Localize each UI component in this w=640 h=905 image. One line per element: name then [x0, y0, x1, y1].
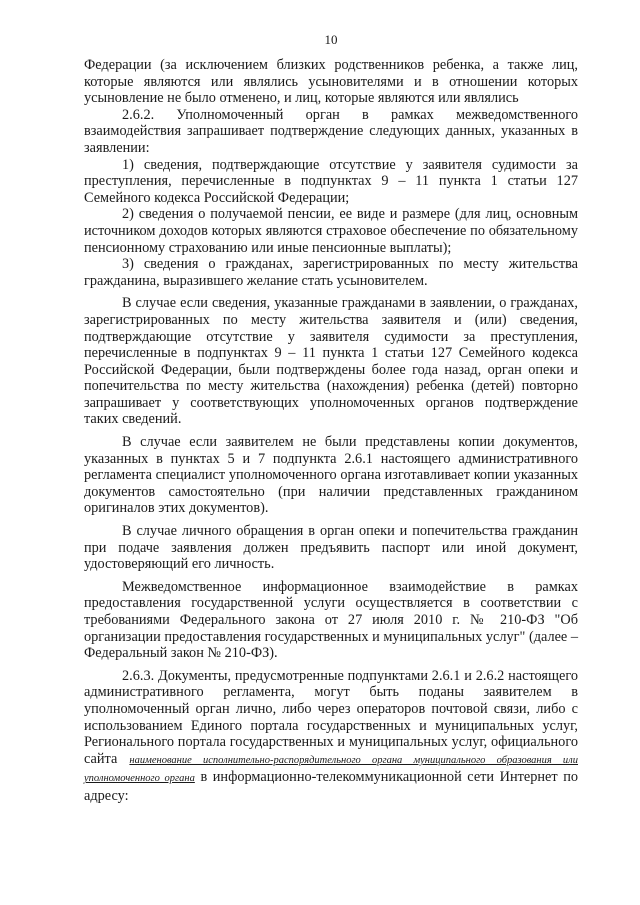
clause-2-6-3-text-end: в информационно-телекоммуникационной сети Интернет по адресу:	[84, 769, 578, 804]
document-body	[84, 57, 578, 805]
paragraph-clause-2-6-2: 2.6.2. Уполномоченный орган в рамках межведомственного взаимодействия запрашивает подтверждение следующих данных, указанных в заявлении:	[84, 106, 578, 156]
page-number: 10	[324, 32, 338, 47]
paragraph-interagency: Межведомственное информационное взаимодействие в рамках предоставления государственной услуги осуществляется в соответствии с требованиями Федерального закона от 27 июля 2010 г. № 210-ФЗ "Об организации предоставления государственных и муниципальных услуг" (далее – Федеральный закон № 210-ФЗ).	[84, 578, 578, 662]
paragraph-copies: В случае если заявителем не были представлены копии документов, указанных в пунктах 5 и 7 подпункта 2.6.1 настоящего административного регламента специалист уполномоченного органа изготавливает копии указанных документов самостоятельно (при наличии представленных гражданином оригиналов этих документов).	[84, 434, 578, 517]
clause-2-6-3-text: 2.6.3. Документы, предусмотренные подпунктами 2.6.1 и 2.6.2 настоящего административного регламента, могут быть поданы заявителем в уполномоченный орган лично, либо через операторов почтовой связи, либо с использованием Единого портала государственных и муниципальных услуг, Регионального портала государственных и муниципальных услуг, официального сайта	[84, 667, 578, 767]
list-item-3: 3) сведения о гражданах, зарегистрированных по месту жительства гражданина, выразившего желание стать усыновителем.	[84, 256, 578, 289]
list-item-2: 2) сведения о получаемой пенсии, ее виде и размере (для лиц, основным источником доходов которых являются страховое обеспечение по обязательному пенсионному страхованию или иные пенсионные выплаты);	[84, 206, 578, 256]
paragraph-continuation: Федерации (за исключением близких родственников ребенка, а также лиц, которые являются или являлись усыновителями и в отношении которых усыновление не было отменено, и лиц, которые являются или являлись	[84, 57, 578, 107]
paragraph-clause-2-6-3	[84, 668, 578, 805]
fill-in-blank-hint: наименование исполнительно-распорядительного органа муниципального образования или уполномоченного органа	[84, 754, 579, 785]
paragraph-repeat-request: В случае если сведения, указанные гражданами в заявлении, о гражданах, зарегистрированных по месту жительства заявителя и (или) сведения, подтверждающие отсутствие у заявителя судимости за преступления, перечисленные в подпунктах 9 – 11 пункта 1 статьи 127 Семейного кодекса Российской Федерации, были подтверждены более года назад, орган опеки и попечительства по месту жительства (нахождения) ребенка (детей) повторно запрашивает у соответствующих уполномоченных органов подтверждение таких сведений.	[84, 295, 578, 428]
paragraph-passport: В случае личного обращения в орган опеки и попечительства гражданин при подаче заявления должен предъявить паспорт или иной документ, удостоверяющий его личность.	[84, 523, 578, 573]
list-item-1: 1) сведения, подтверждающие отсутствие у заявителя судимости за преступления, перечисленные в подпунктах 9 – 11 пункта 1 статьи 127 Семейного кодекса Российской Федерации;	[84, 156, 578, 206]
